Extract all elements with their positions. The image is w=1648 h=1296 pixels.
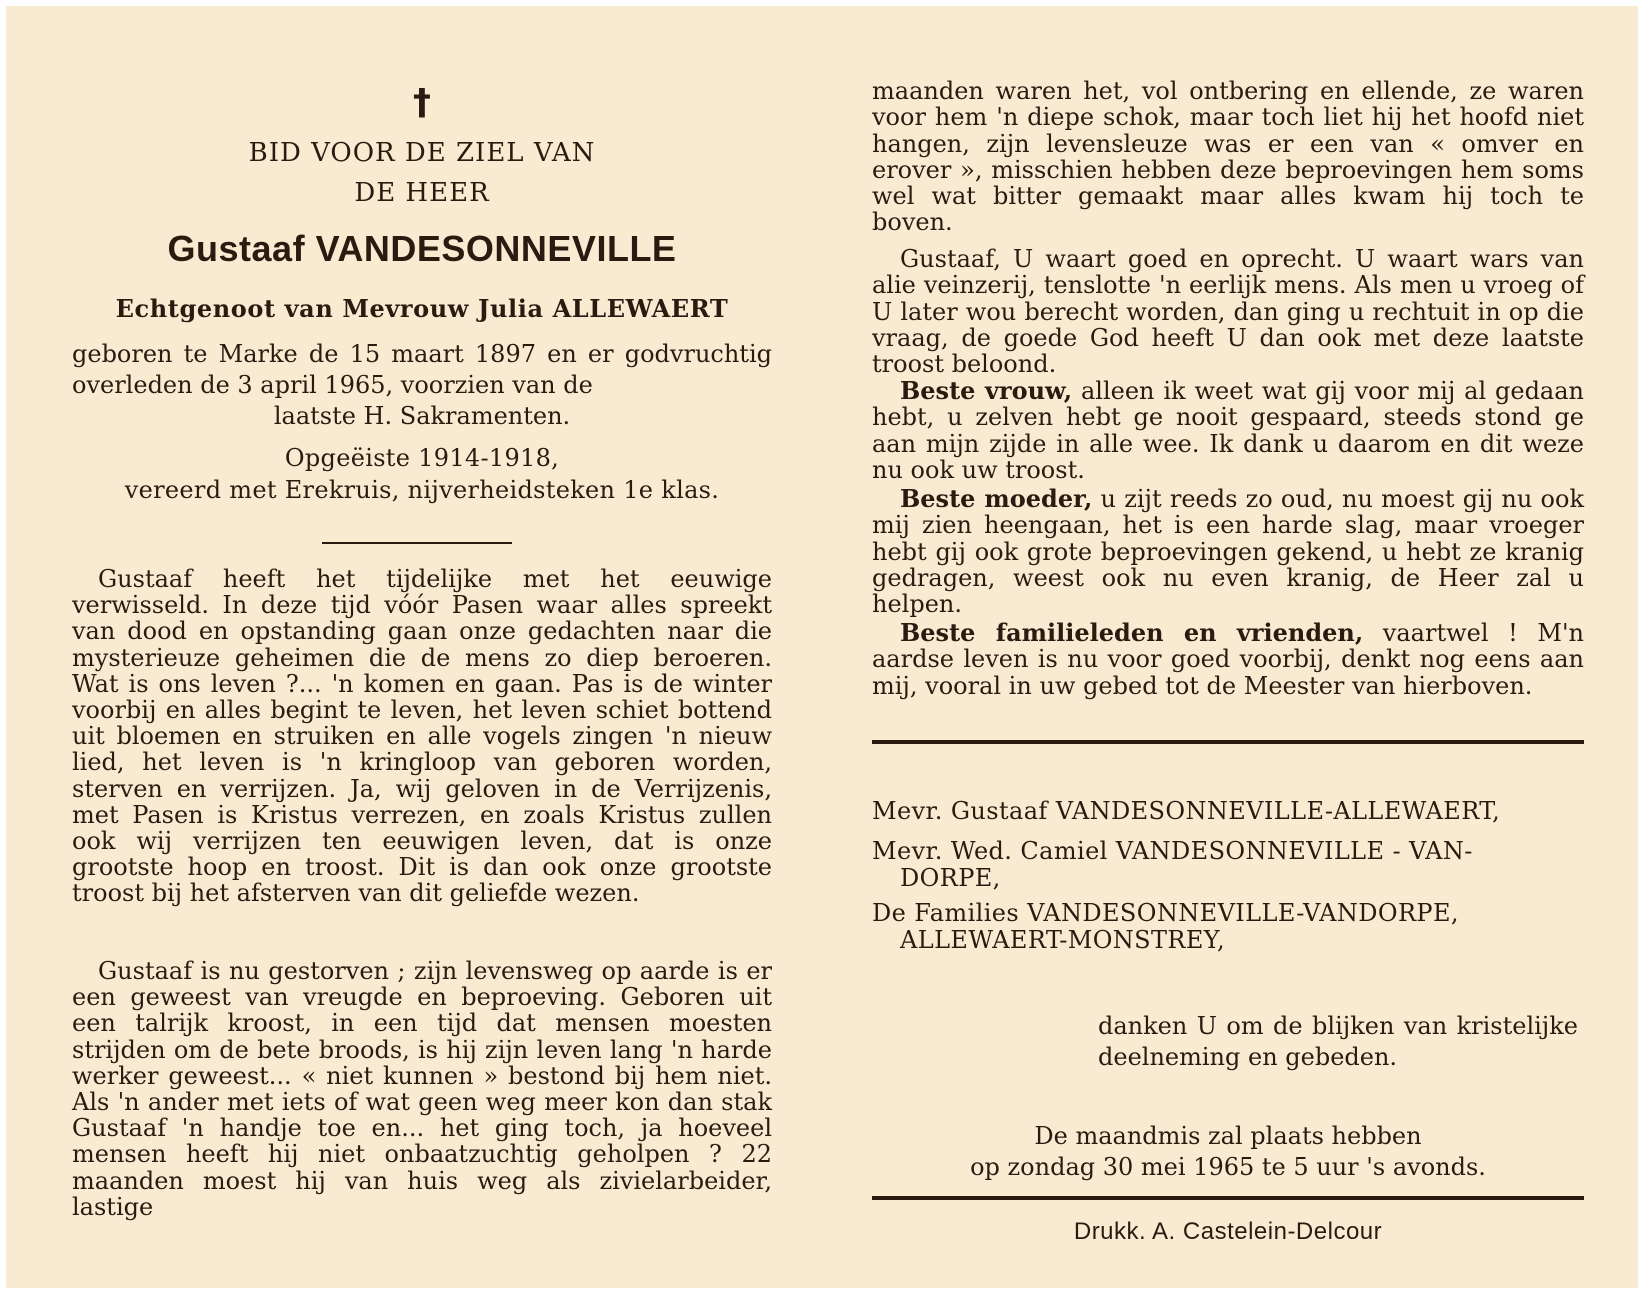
family-line-2-a: Mevr. Wed. Camiel VANDESONNEVILLE - VAN-: [872, 837, 1473, 865]
right-column: [872, 6, 1584, 1288]
divider-lower: [872, 1196, 1584, 1200]
service-line: Opgeëiste 1914-1918,: [284, 444, 560, 472]
divider: [322, 542, 512, 544]
farewell-family-heading: Beste familieleden en vrienden,: [900, 618, 1364, 647]
thanks-text: danken U om de blijken van kristelijke deelneming en gebeden.: [1098, 1012, 1578, 1071]
memorial-paragraph-1: Gustaaf heeft het tijdelijke met het eeuwige verwisseld. In deze tijd vóór Pasen waar alles spreekt van dood en opstanding gaan onze gedachten naar die mysterieuze geheimen die de mens zo diep beroeren. Wat is ons leven ?... 'n komen en gaan. Pas is de winter voorbij en alles begint te leven, het leven schiet bottend uit bloemen en struiken en alle vogels zingen 'n nieuw lied, het leven is 'n kringloop van geboren worden, sterven en verrijzen. Ja, wij geloven in de Verrijzenis, met Pasen is Kristus verrezen, en zoals Kristus zullen ook wij verrijzen ten eeuwigen leven, dat is onze grootste hoop en troost. Dit is dan ook onze grootste troost bij het afsterven van dit geliefde wezen.: [72, 565, 772, 908]
birth-death-last: laatste H. Sakramenten.: [273, 402, 571, 430]
family-line-1: Mevr. Gustaaf VANDESONNEVILLE-ALLEWAERT,: [872, 797, 1501, 825]
farewell-wife: [872, 378, 1584, 483]
birth-death-text: [72, 339, 772, 432]
farewell-mother-heading: Beste moeder,: [900, 484, 1093, 513]
memorial-paragraph-3: maanden waren het, vol ontbering en ellende, ze waren voor hem 'n diepe schok, maar toch liet hij het hoofd niet hangen, zijn levensleuze was er een van « omver en erover », misschien hebben deze beproevingen hem soms wel wat bitter gemaakt maar alles kwam hij toch te boven.: [872, 77, 1584, 237]
deceased-name: Gustaaf VANDESONNEVILLE: [167, 228, 677, 269]
farewell-family: [872, 620, 1584, 699]
divider-upper: [872, 740, 1584, 744]
memorial-paragraph-2: Gustaaf is nu gestorven ; zijn levensweg op aarde is er een geweest van vreugde en beproeving. Geboren uit een talrijk kroost, in een tijd dat mensen moesten strijden om de bete broods, is hij zijn leven lang 'n harde werker geweest... « niet kunnen » bestond bij hem niet. Als 'n ander met iets of wat geen weg meer kon dan stak Gustaaf 'n handje toe en... het ging toch, ja hoeveel mensen heeft hij niet onbaatzuchtig geholpen ? 22 maanden moest hij van huis weg als zivielarbeider, lastige: [72, 957, 772, 1221]
mass-line-1: De maandmis zal plaats hebben: [1034, 1122, 1422, 1150]
printer-credit: Drukk. A. Castelein-Delcour: [1073, 1218, 1383, 1245]
farewell-family-text: vaartwel ! M'n aardse leven is nu voor goed voorbij, denkt nog eens aan mij, vooral in uw gebed tot de Meester van hierboven.: [872, 619, 1585, 700]
spouse-line: Echtgenoot van Mevrouw Julia ALLEWAERT: [115, 294, 729, 323]
family-line-3: [872, 900, 1584, 954]
family-line-2-b: DORPE,: [900, 864, 1001, 892]
family-line-3-b: ALLEWAERT-MONSTREY,: [900, 926, 1225, 954]
memorial-paragraph-4: Gustaaf, U waart goed en oprecht. U waart wars van alie veinzerij, tenslotte 'n eerlijk mens. Als men u vroeg of U later wou berecht worden, dan ging u rechtuit in op die vraag, de goede God heeft U dan ook met deze laatste troost beloond.: [872, 245, 1584, 379]
farewell-mother-text: u zijt reeds zo oud, nu moest gij nu ook mij zien heengaan, het is een harde slag, maar vroeger hebt gij ook grote beproevingen gekend, u hebt ze kranig gedragen, weest ook nu even kranig, de Heer zal u helpen.: [872, 485, 1584, 619]
farewell-wife-text: alleen ik weet wat gij voor mij al gedaan hebt, u zelven hebt ge nooit gespaard, steeds stond ge aan mijn zijde in alle wee. Ik dank u daarom en dit weze nu ook uw troost.: [872, 377, 1584, 484]
birth-death-main: geboren te Marke de 15 maart 1897 en er godvruchtig overleden de 3 april 1965, voorzien van de: [72, 340, 772, 399]
mass-announcement: [872, 1121, 1584, 1183]
farewell-mother: [872, 486, 1584, 617]
memorial-card: [6, 6, 1638, 1288]
cross-icon: †: [413, 82, 431, 123]
family-line-3-a: De Families VANDESONNEVILLE-VANDORPE,: [872, 899, 1459, 927]
prayer-line: BID VOOR DE ZIEL VAN: [248, 138, 596, 168]
family-line-2: [872, 838, 1584, 892]
left-column: [72, 6, 772, 1288]
mass-line-2: op zondag 30 mei 1965 te 5 uur 's avonds.: [970, 1153, 1486, 1181]
honors-line: vereerd met Erekruis, nijverheidsteken 1e klas.: [124, 476, 720, 504]
farewell-wife-heading: Beste vrouw,: [900, 376, 1073, 405]
title-line: DE HEER: [354, 178, 490, 208]
